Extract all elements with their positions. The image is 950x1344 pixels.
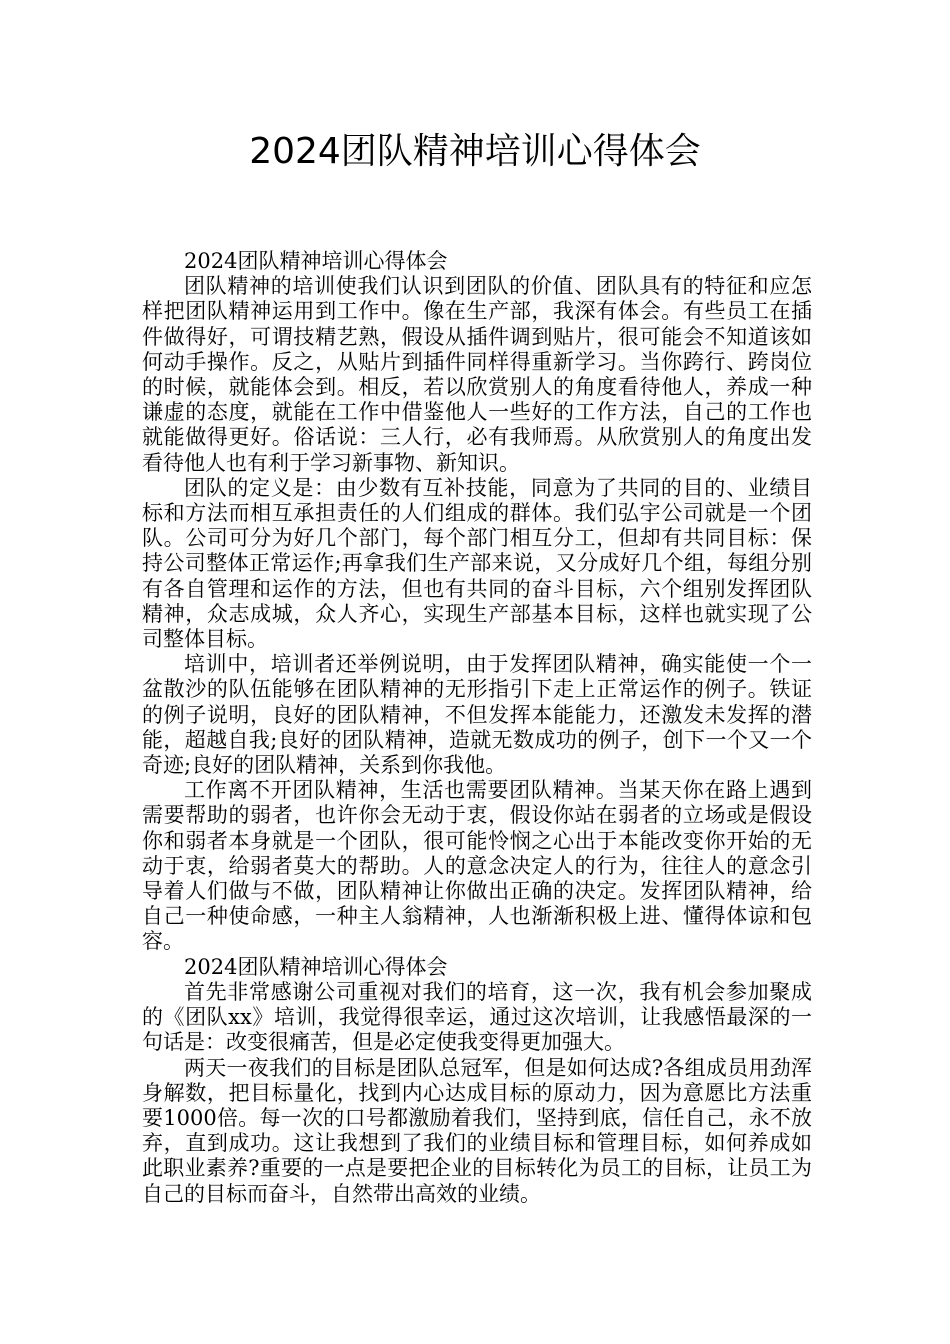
document-title: 2024团队精神培训心得体会 <box>249 131 701 172</box>
body-paragraph: 培训中，培训者还举例说明，由于发挥团队精神，确实能使一个一盆散沙的队伍能够在团队精神的无形指引下走上正常运作的例子。铁证的例子说明，良好的团队精神，不但发挥本能能力，还激发未发挥的潜能，超越自我;良好的团队精神，造就无数成功的例子，创下一个又一个奇迹;良好的团队精神，关系到你我他。 <box>142 652 812 778</box>
body-paragraph: 首先非常感谢公司重视对我们的培育，这一次，我有机会参加聚成的《团队xx》培训，我觉得很幸运，通过这次培训，让我感悟最深的一句话是：改变很痛苦，但是必定使我变得更加强大。 <box>142 979 812 1055</box>
body-paragraph: 两天一夜我们的目标是团队总冠军，但是如何达成?各组成员用劲浑身解数，把目标量化，找到内心达成目标的原动力，因为意愿比方法重要1000倍。每一次的口号都激励着我们，坚持到底，信任自己，永不放弃，直到成功。这让我想到了我们的业绩目标和管理目标，如何养成如此职业素养?重要的一点是要把企业的目标转化为员工的目标，让员工为自己的目标而奋斗，自然带出高效的业绩。 <box>142 1055 812 1206</box>
body-paragraph: 团队精神的培训使我们认识到团队的价值、团队具有的特征和应怎样把团队精神运用到工作中。像在生产部，我深有体会。有些员工在插件做得好，可谓技精艺熟，假设从插件调到贴片，很可能会不知道该如何动手操作。反之，从贴片到插件同样得重新学习。当你跨行、跨岗位的时候，就能体会到。相反，若以欣赏别人的角度看待他人，养成一种谦虚的态度，就能在工作中借鉴他人一些好的工作方法，自己的工作也就能做得更好。俗话说：三人行，必有我师焉。从欣赏别人的角度出发看待他人也有利于学习新事物、新知识。 <box>142 274 812 475</box>
subtitle-paragraph: 2024团队精神培训心得体会 <box>184 249 448 273</box>
document-body <box>142 249 812 1207</box>
body-paragraph: 工作离不开团队精神，生活也需要团队精神。当某天你在路上遇到需要帮助的弱者，也许你会无动于衷，假设你站在弱者的立场或是假设你和弱者本身就是一个团队，很可能怜悯之心出于本能改变你开始的无动于衷，给弱者莫大的帮助。人的意念决定人的行为，往往人的意念引导着人们做与不做，团队精神让你做出正确的决定。发挥团队精神，给自己一种使命感，一种主人翁精神，人也渐渐积极上进、懂得体谅和包容。 <box>142 778 812 954</box>
body-paragraph: 团队的定义是：由少数有互补技能，同意为了共同的目的、业绩目标和方法而相互承担责任的人们组成的群体。我们弘宇公司就是一个团队。公司可分为好几个部门，每个部门相互分工，但却有共同目标：保持公司整体正常运作;再拿我们生产部来说，又分成好几个组，每组分别有各自管理和运作的方法，但也有共同的奋斗目标，六个组别发挥团队精神，众志成城，众人齐心，实现生产部基本目标，这样也就实现了公司整体目标。 <box>142 475 812 652</box>
subtitle-paragraph: 2024团队精神培训心得体会 <box>184 954 448 979</box>
